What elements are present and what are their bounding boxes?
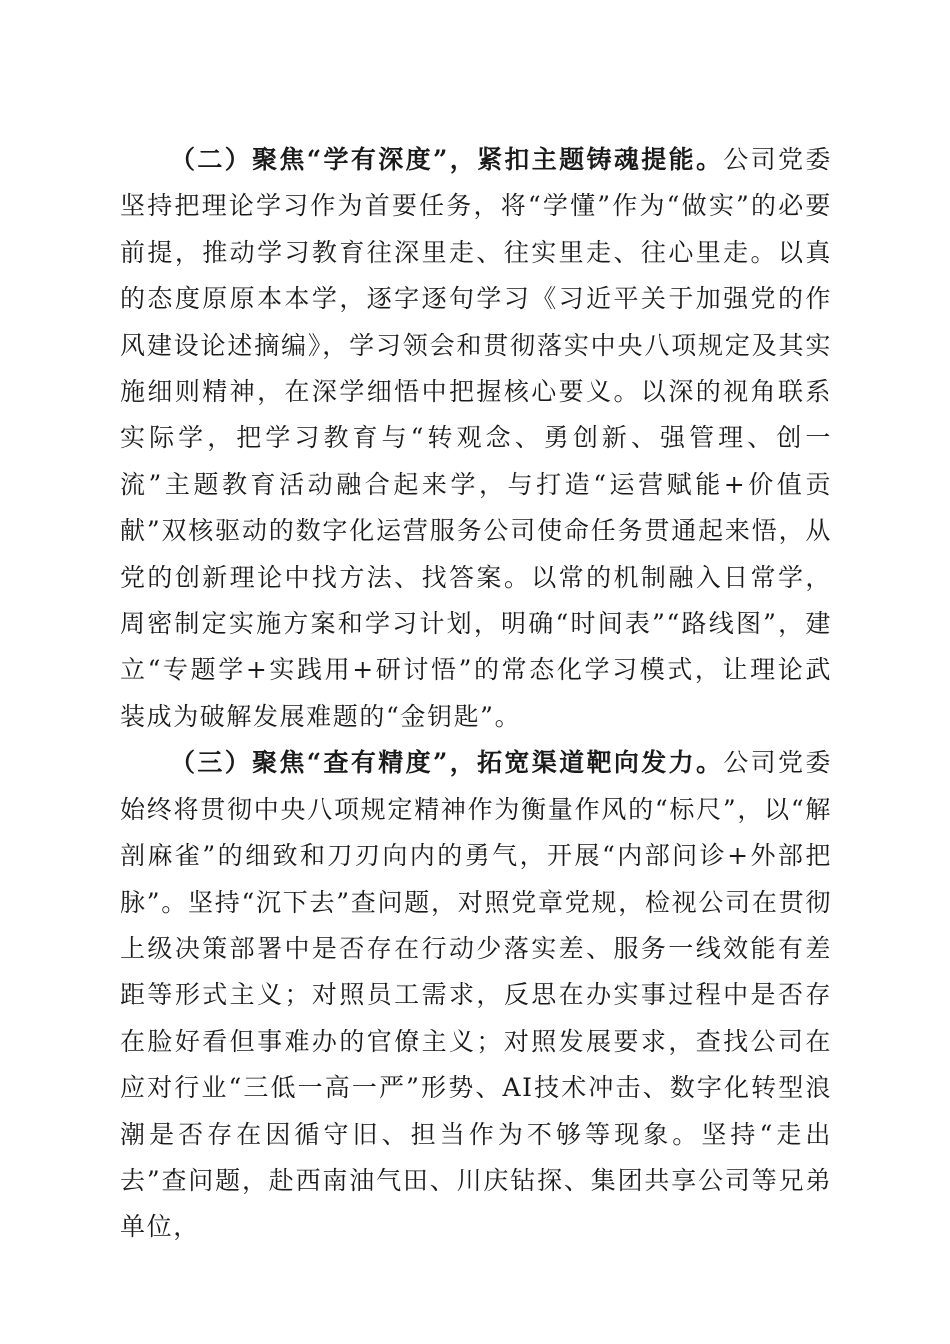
paragraph-text: 公司党委坚持把理论学习作为首要任务，将“学懂”作为“做实”的必要前提，推动学习教育往深里走、往实里走、往心里走。以真的态度原原本本学，逐字逐句学习《习近平关于加强党的作风建设论述摘编》，学习领会和贯彻落实中央八项规定及其实施细则精神，在深学细悟中把握核心要义。以深的视角联系实际学，把学习教育与“转观念、勇创新、强管理、创一流”主题教育活动融合起来学，与打造“运营赋能+价值贡献”双核驱动的数字化运营服务公司使命任务贯通起来悟，从党的创新理论中找方法、找答案。以常的机制融入日常学，周密制定实施方案和学习计划，明确“时间表”“路线图”，建立“专题学+实践用+研讨悟”的常态化学习模式，让理论武装成为破解发展难题的“金钥匙”。 [120,145,832,731]
paragraph-text: 公司党委始终将贯彻中央八项规定精神作为衡量作风的“标尺”，以“解剖麻雀”的细致和刀刃向内的勇气，开展“内部问诊+外部把脉”。坚持“沉下去”查问题，对照党章党规，检视公司在贯彻上级决策部署中是否存在行动少落实差、服务一线效能有差距等形式主义；对照员工需求，反思在办实事过程中是否存在脸好看但事难办的官僚主义；对照发展要求，查找公司在应对行业“三低一高一严”形势、AI技术冲击、数字化转型浪潮是否存在因循守旧、担当作为不够等现象。坚持“走出去”查问题，赴西南油气田、川庆钻探、集团共享公司等兄弟单位， [120,748,832,1242]
document-body [120,137,832,1251]
paragraph-3 [120,740,832,1250]
paragraph-heading: （三）聚焦“查有精度”，拓宽渠道靶向发力。 [170,748,724,778]
paragraph-2 [120,137,832,740]
paragraph-heading: （二）聚焦“学有深度”，紧扣主题铸魂提能。 [170,145,724,174]
